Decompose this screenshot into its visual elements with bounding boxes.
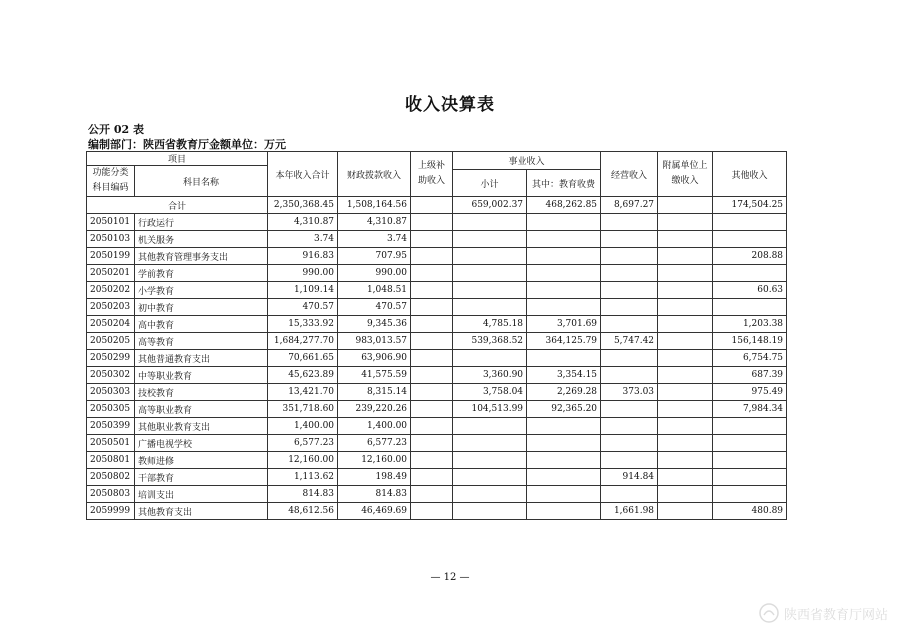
row-code: 2050801: [87, 452, 135, 469]
row-total: 470.57: [268, 299, 338, 316]
row-fiscal: 1,048.51: [338, 282, 411, 299]
total-upper: [411, 197, 453, 214]
total-edu-fee: 468,262.85: [527, 197, 601, 214]
row-subtotal: [453, 282, 527, 299]
row-other: [713, 469, 787, 486]
row-fiscal: 41,575.59: [338, 367, 411, 384]
row-edu-fee: [527, 231, 601, 248]
row-upper: [411, 384, 453, 401]
table-row: [87, 316, 787, 333]
row-other: [713, 299, 787, 316]
table-row: [87, 214, 787, 231]
row-total: 1,684,277.70: [268, 333, 338, 350]
row-upper: [411, 214, 453, 231]
header-subtotal: 小计: [453, 170, 527, 197]
row-other: 687.39: [713, 367, 787, 384]
total-label: 合计: [87, 197, 268, 214]
row-name: 初中教育: [135, 299, 268, 316]
row-name: 高等教育: [135, 333, 268, 350]
row-name: 其他教育支出: [135, 503, 268, 520]
row-fiscal: 470.57: [338, 299, 411, 316]
row-total: 990.00: [268, 265, 338, 282]
row-code: 2050302: [87, 367, 135, 384]
row-other: [713, 265, 787, 282]
table-row: [87, 435, 787, 452]
row-upper: [411, 248, 453, 265]
row-total: 70,661.65: [268, 350, 338, 367]
total-fiscal: 1,508,164.56: [338, 197, 411, 214]
row-code: 2050303: [87, 384, 135, 401]
row-affiliate: [658, 231, 713, 248]
row-code: 2059999: [87, 503, 135, 520]
row-upper: [411, 231, 453, 248]
row-upper: [411, 452, 453, 469]
row-other: [713, 418, 787, 435]
row-subtotal: 539,368.52: [453, 333, 527, 350]
row-operating: [601, 316, 658, 333]
watermark-logo-icon: [758, 602, 780, 624]
table-row: [87, 384, 787, 401]
total-subtotal: 659,002.37: [453, 197, 527, 214]
row-total: 4,310.87: [268, 214, 338, 231]
row-other: 156,148.19: [713, 333, 787, 350]
row-other: 480.89: [713, 503, 787, 520]
row-code: 2050101: [87, 214, 135, 231]
total-other: 174,504.25: [713, 197, 787, 214]
row-total: 12,160.00: [268, 452, 338, 469]
row-total: 48,612.56: [268, 503, 338, 520]
header-total: 本年收入合计: [268, 152, 338, 197]
row-affiliate: [658, 401, 713, 418]
row-upper: [411, 435, 453, 452]
row-code: 2050204: [87, 316, 135, 333]
row-name: 其他普通教育支出: [135, 350, 268, 367]
header-affiliate: 附属单位上缴收入: [658, 152, 713, 197]
row-fiscal: 46,469.69: [338, 503, 411, 520]
row-code: 2050201: [87, 265, 135, 282]
row-code: 2050299: [87, 350, 135, 367]
header-business: 事业收入: [453, 152, 601, 170]
row-edu-fee: [527, 299, 601, 316]
row-name: 高等职业教育: [135, 401, 268, 418]
row-affiliate: [658, 350, 713, 367]
row-subtotal: [453, 435, 527, 452]
watermark-text: 陕西省教育厅网站: [783, 607, 888, 623]
row-operating: [601, 248, 658, 265]
row-total: 6,577.23: [268, 435, 338, 452]
row-subtotal: [453, 248, 527, 265]
row-operating: [601, 452, 658, 469]
row-operating: [601, 265, 658, 282]
row-operating: [601, 299, 658, 316]
row-affiliate: [658, 214, 713, 231]
row-code: 2050305: [87, 401, 135, 418]
row-operating: 1,661.98: [601, 503, 658, 520]
revenue-table: [86, 151, 787, 520]
row-code: 2050399: [87, 418, 135, 435]
row-name: 广播电视学校: [135, 435, 268, 452]
row-total: 1,109.14: [268, 282, 338, 299]
row-operating: [601, 350, 658, 367]
row-subtotal: [453, 452, 527, 469]
row-fiscal: 4,310.87: [338, 214, 411, 231]
row-subtotal: [453, 265, 527, 282]
row-fiscal: 12,160.00: [338, 452, 411, 469]
row-upper: [411, 418, 453, 435]
row-total: 1,400.00: [268, 418, 338, 435]
row-operating: [601, 418, 658, 435]
table-row: [87, 367, 787, 384]
table-row: [87, 350, 787, 367]
row-affiliate: [658, 333, 713, 350]
header-row-1: [87, 152, 787, 166]
row-operating: [601, 367, 658, 384]
row-edu-fee: [527, 469, 601, 486]
row-code: 2050803: [87, 486, 135, 503]
row-affiliate: [658, 282, 713, 299]
row-fiscal: 707.95: [338, 248, 411, 265]
row-fiscal: 9,345.36: [338, 316, 411, 333]
row-upper: [411, 367, 453, 384]
row-code: 2050103: [87, 231, 135, 248]
row-operating: 373.03: [601, 384, 658, 401]
row-name: 其他教育管理事务支出: [135, 248, 268, 265]
row-edu-fee: 92,365.20: [527, 401, 601, 418]
row-edu-fee: [527, 452, 601, 469]
table-row: [87, 265, 787, 282]
row-affiliate: [658, 452, 713, 469]
table-row: [87, 503, 787, 520]
row-fiscal: 8,315.14: [338, 384, 411, 401]
row-fiscal: 6,577.23: [338, 435, 411, 452]
row-fiscal: 814.83: [338, 486, 411, 503]
row-other: 975.49: [713, 384, 787, 401]
header-other: 其他收入: [713, 152, 787, 197]
row-code: 2050501: [87, 435, 135, 452]
header-name: 科目名称: [135, 166, 268, 197]
header-operating: 经营收入: [601, 152, 658, 197]
row-other: 60.63: [713, 282, 787, 299]
table-row: [87, 231, 787, 248]
row-fiscal: 239,220.26: [338, 401, 411, 418]
row-subtotal: [453, 469, 527, 486]
row-edu-fee: [527, 214, 601, 231]
total-affiliate: [658, 197, 713, 214]
header-code: 功能分类科目编码: [87, 166, 135, 197]
row-name: 技校教育: [135, 384, 268, 401]
row-affiliate: [658, 265, 713, 282]
row-affiliate: [658, 316, 713, 333]
row-edu-fee: 2,269.28: [527, 384, 601, 401]
row-upper: [411, 350, 453, 367]
row-total: 814.83: [268, 486, 338, 503]
row-other: 208.88: [713, 248, 787, 265]
row-affiliate: [658, 418, 713, 435]
table-row: [87, 248, 787, 265]
row-total: 13,421.70: [268, 384, 338, 401]
row-operating: [601, 214, 658, 231]
row-operating: [601, 231, 658, 248]
row-subtotal: [453, 214, 527, 231]
row-edu-fee: [527, 435, 601, 452]
form-number: 公开 02 表: [88, 123, 144, 136]
row-affiliate: [658, 367, 713, 384]
row-upper: [411, 265, 453, 282]
row-name: 小学教育: [135, 282, 268, 299]
table-row: [87, 486, 787, 503]
header-edu-fee: 其中：教育收费: [527, 170, 601, 197]
row-edu-fee: [527, 248, 601, 265]
row-subtotal: 4,785.18: [453, 316, 527, 333]
row-name: 干部教育: [135, 469, 268, 486]
row-edu-fee: [527, 486, 601, 503]
row-operating: [601, 282, 658, 299]
row-upper: [411, 316, 453, 333]
row-fiscal: 3.74: [338, 231, 411, 248]
row-upper: [411, 469, 453, 486]
row-edu-fee: [527, 282, 601, 299]
row-total: 1,113.62: [268, 469, 338, 486]
table-row: [87, 282, 787, 299]
row-subtotal: 3,360.90: [453, 367, 527, 384]
row-code: 2050802: [87, 469, 135, 486]
row-other: 6,754.75: [713, 350, 787, 367]
row-subtotal: 104,513.99: [453, 401, 527, 418]
row-edu-fee: [527, 503, 601, 520]
table-row: [87, 418, 787, 435]
row-edu-fee: [527, 350, 601, 367]
row-affiliate: [658, 486, 713, 503]
row-other: 7,984.34: [713, 401, 787, 418]
row-edu-fee: [527, 265, 601, 282]
row-code: 2050205: [87, 333, 135, 350]
row-code: 2050202: [87, 282, 135, 299]
row-code: 2050199: [87, 248, 135, 265]
row-name: 行政运行: [135, 214, 268, 231]
row-name: 培训支出: [135, 486, 268, 503]
row-name: 学前教育: [135, 265, 268, 282]
row-subtotal: [453, 350, 527, 367]
table-row: [87, 452, 787, 469]
row-name: 高中教育: [135, 316, 268, 333]
unit-line: 编制部门：陕西省教育厅金额单位：万元: [88, 138, 286, 151]
row-subtotal: [453, 503, 527, 520]
row-name: 机关服务: [135, 231, 268, 248]
row-operating: [601, 486, 658, 503]
row-affiliate: [658, 248, 713, 265]
row-fiscal: 198.49: [338, 469, 411, 486]
row-name: 教师进修: [135, 452, 268, 469]
watermark: [758, 602, 888, 624]
row-name: 其他职业教育支出: [135, 418, 268, 435]
row-fiscal: 63,906.90: [338, 350, 411, 367]
row-upper: [411, 486, 453, 503]
row-subtotal: [453, 486, 527, 503]
row-total: 916.83: [268, 248, 338, 265]
row-operating: [601, 401, 658, 418]
row-other: [713, 452, 787, 469]
page-number: — 12 —: [430, 572, 470, 583]
row-upper: [411, 401, 453, 418]
row-subtotal: 3,758.04: [453, 384, 527, 401]
row-total: 45,623.89: [268, 367, 338, 384]
row-subtotal: [453, 418, 527, 435]
total-operating: 8,697.27: [601, 197, 658, 214]
row-affiliate: [658, 435, 713, 452]
row-operating: [601, 435, 658, 452]
row-total: 3.74: [268, 231, 338, 248]
row-edu-fee: 3,701.69: [527, 316, 601, 333]
row-affiliate: [658, 384, 713, 401]
total-total: 2,350,368.45: [268, 197, 338, 214]
row-affiliate: [658, 503, 713, 520]
row-subtotal: [453, 299, 527, 316]
row-other: 1,203.38: [713, 316, 787, 333]
row-code: 2050203: [87, 299, 135, 316]
header-item: 项目: [87, 152, 268, 166]
row-total: 351,718.60: [268, 401, 338, 418]
total-row: [87, 197, 787, 214]
row-affiliate: [658, 299, 713, 316]
row-other: [713, 486, 787, 503]
row-operating: 5,747.42: [601, 333, 658, 350]
row-operating: 914.84: [601, 469, 658, 486]
row-edu-fee: [527, 418, 601, 435]
row-name: 中等职业教育: [135, 367, 268, 384]
row-fiscal: 983,013.57: [338, 333, 411, 350]
header-upper: 上级补助收入: [411, 152, 453, 197]
row-upper: [411, 333, 453, 350]
row-fiscal: 1,400.00: [338, 418, 411, 435]
table-row: [87, 469, 787, 486]
row-upper: [411, 299, 453, 316]
table-row: [87, 401, 787, 418]
table-row: [87, 299, 787, 316]
row-upper: [411, 282, 453, 299]
row-edu-fee: 3,354.15: [527, 367, 601, 384]
row-upper: [411, 503, 453, 520]
row-subtotal: [453, 231, 527, 248]
header-fiscal: 财政拨款收入: [338, 152, 411, 197]
row-affiliate: [658, 469, 713, 486]
table-title: 收入决算表: [405, 95, 495, 115]
row-other: [713, 435, 787, 452]
row-other: [713, 231, 787, 248]
row-edu-fee: 364,125.79: [527, 333, 601, 350]
row-fiscal: 990.00: [338, 265, 411, 282]
table-row: [87, 333, 787, 350]
row-total: 15,333.92: [268, 316, 338, 333]
row-other: [713, 214, 787, 231]
